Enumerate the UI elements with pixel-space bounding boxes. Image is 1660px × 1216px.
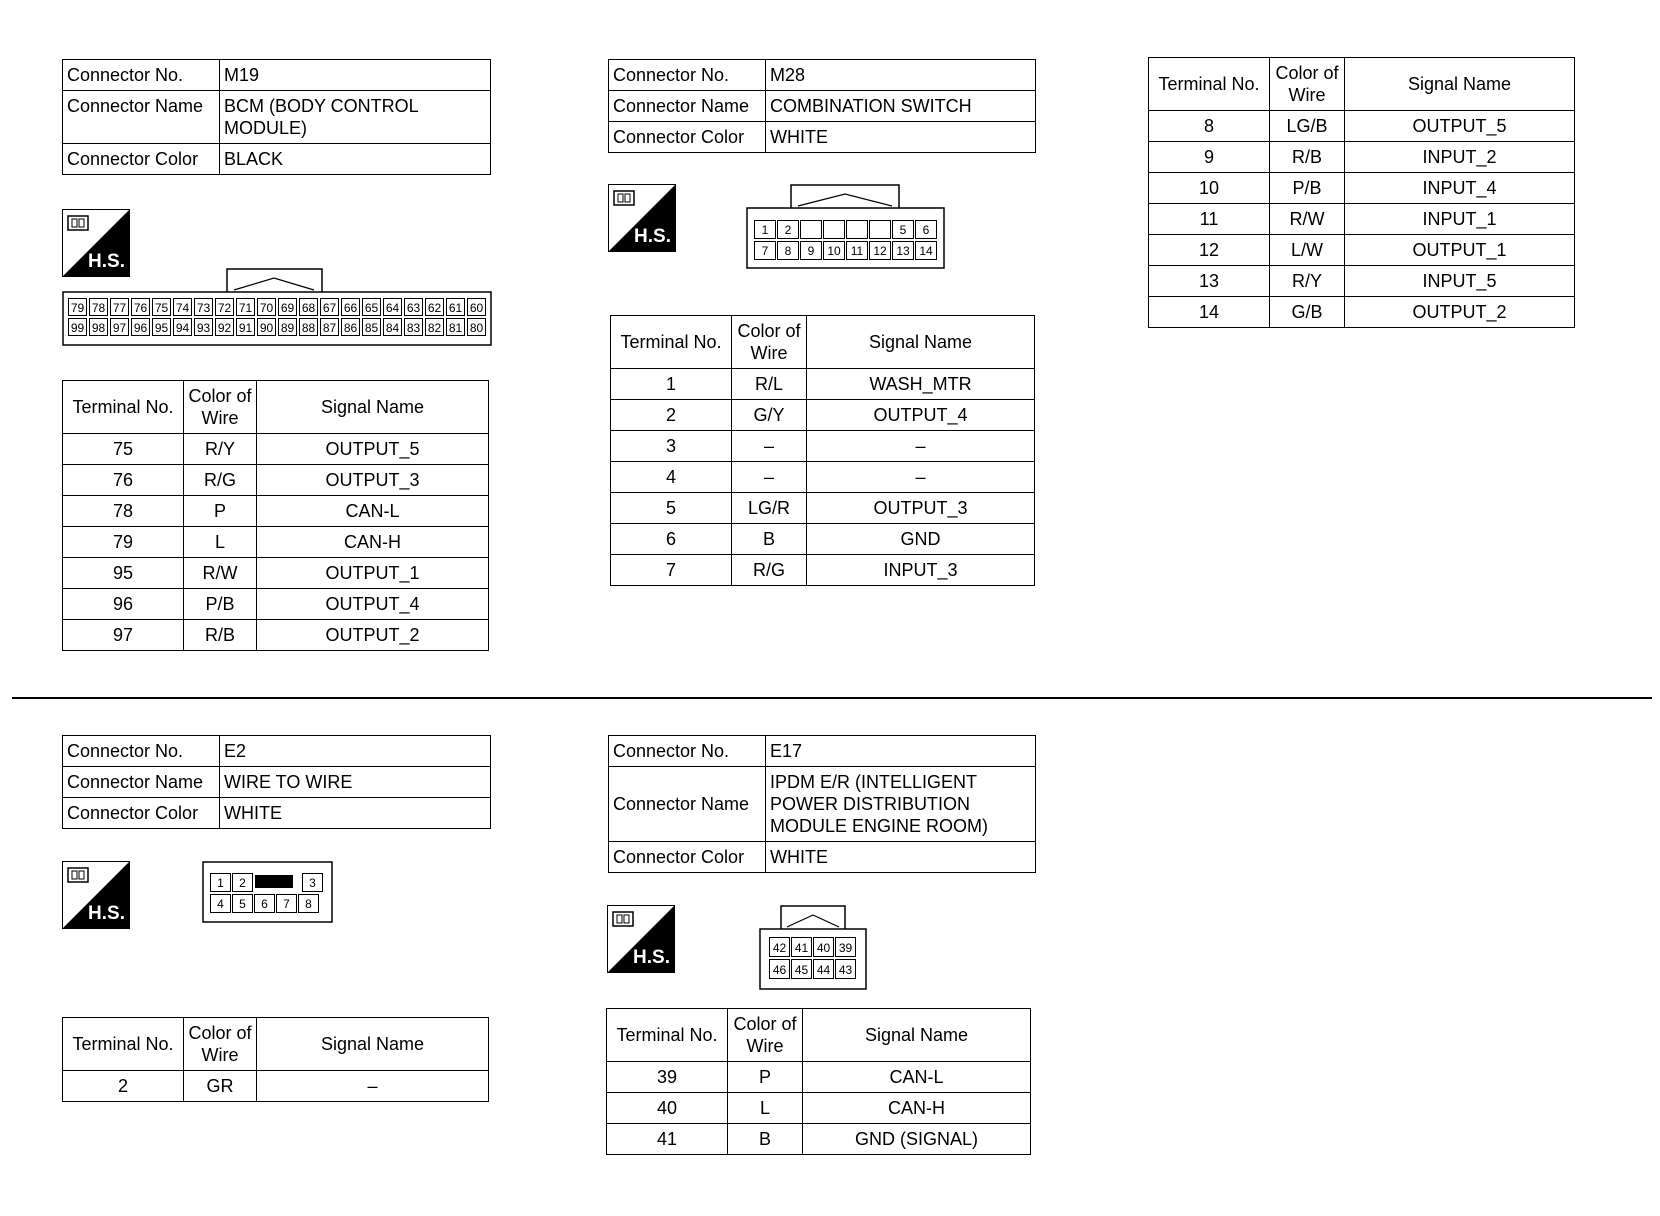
connector-no-value: E2	[220, 736, 491, 767]
pin: 70	[257, 298, 276, 316]
pin: 1	[210, 873, 231, 892]
signal-name-header: Signal Name	[257, 381, 489, 434]
pin: 94	[173, 318, 192, 336]
terminal-no-cell: 12	[1149, 235, 1270, 266]
signal-name-cell: INPUT_3	[807, 555, 1035, 586]
color-of-wire-header: Color of Wire	[184, 381, 257, 434]
signal-name-header: Signal Name	[1345, 58, 1575, 111]
terminal-no-cell: 3	[611, 431, 732, 462]
pin: 79	[68, 298, 87, 316]
e2-terminal-table	[62, 1017, 489, 1102]
terminal-no-header: Terminal No.	[607, 1009, 728, 1062]
wire-color-cell: G/Y	[732, 400, 807, 431]
harness-side-icon	[607, 905, 675, 973]
terminal-no-cell: 97	[63, 620, 184, 651]
terminal-no-header: Terminal No.	[63, 381, 184, 434]
terminal-no-cell: 2	[63, 1071, 184, 1102]
m19-connector-face-icon	[62, 268, 492, 346]
terminal-row	[63, 1071, 489, 1102]
connector-color-label: Connector Color	[609, 122, 766, 153]
signal-name-header: Signal Name	[803, 1009, 1031, 1062]
signal-name-header: Signal Name	[257, 1018, 489, 1071]
terminal-no-cell: 79	[63, 527, 184, 558]
terminal-no-cell: 8	[1149, 111, 1270, 142]
color-of-wire-header: Color of Wire	[184, 1018, 257, 1071]
harness-side-icon	[62, 861, 130, 929]
connector-name-value: IPDM E/R (INTELLIGENT POWER DISTRIBUTION MODULE ENGINE ROOM)	[766, 767, 1036, 842]
pin: 83	[404, 318, 423, 336]
terminal-no-cell: 1	[611, 369, 732, 400]
pin-cavity	[800, 220, 822, 239]
signal-name-cell: CAN-L	[257, 496, 489, 527]
hs-label: H.S.	[633, 947, 670, 968]
terminal-row	[611, 493, 1035, 524]
wire-color-cell: R/B	[184, 620, 257, 651]
connector-color-value: WHITE	[220, 798, 491, 829]
color-of-wire-header: Color of Wire	[1270, 58, 1345, 111]
connector-no-value: M19	[220, 60, 491, 91]
signal-name-cell: OUTPUT_4	[807, 400, 1035, 431]
signal-name-cell: OUTPUT_2	[1345, 297, 1575, 328]
wire-color-cell: B	[728, 1124, 803, 1155]
connector-color-label: Connector Color	[609, 842, 766, 873]
signal-name-cell: GND (SIGNAL)	[803, 1124, 1031, 1155]
pin: 64	[383, 298, 402, 316]
signal-name-cell: OUTPUT_5	[1345, 111, 1575, 142]
wire-color-cell: R/Y	[184, 434, 257, 465]
hs-label: H.S.	[88, 251, 125, 272]
terminal-row	[1149, 297, 1575, 328]
pin: 67	[320, 298, 339, 316]
terminal-row	[63, 434, 489, 465]
terminal-row	[1149, 142, 1575, 173]
connector-name-label: Connector Name	[609, 767, 766, 842]
e17-connector-face-icon	[759, 905, 867, 990]
signal-name-cell: INPUT_2	[1345, 142, 1575, 173]
signal-name-cell: CAN-H	[257, 527, 489, 558]
pin: 44	[813, 959, 834, 979]
terminal-row	[611, 400, 1035, 431]
terminal-no-cell: 11	[1149, 204, 1270, 235]
terminal-row	[1149, 173, 1575, 204]
pin: 93	[194, 318, 213, 336]
m19-connector-info	[62, 59, 491, 175]
pin: 46	[769, 959, 790, 979]
terminal-row	[63, 465, 489, 496]
wire-color-cell: G/B	[1270, 297, 1345, 328]
wire-color-cell: P/B	[1270, 173, 1345, 204]
connector-color-label: Connector Color	[63, 144, 220, 175]
terminal-no-cell: 14	[1149, 297, 1270, 328]
pin: 9	[800, 241, 822, 260]
connector-name-label: Connector Name	[609, 91, 766, 122]
signal-name-cell: OUTPUT_4	[257, 589, 489, 620]
pin-cavity	[869, 220, 891, 239]
pin: 12	[869, 241, 891, 260]
blocked-cavity	[255, 875, 293, 888]
terminal-no-cell: 40	[607, 1093, 728, 1124]
signal-name-cell: OUTPUT_3	[807, 493, 1035, 524]
pin: 10	[823, 241, 845, 260]
pin: 82	[425, 318, 444, 336]
signal-name-cell: OUTPUT_1	[257, 558, 489, 589]
terminal-row	[607, 1093, 1031, 1124]
wire-color-cell: P/B	[184, 589, 257, 620]
terminal-no-header: Terminal No.	[611, 316, 732, 369]
terminal-row	[63, 496, 489, 527]
pin: 71	[236, 298, 255, 316]
pin: 85	[362, 318, 381, 336]
pin: 81	[446, 318, 465, 336]
pin: 72	[215, 298, 234, 316]
wire-color-cell: L	[728, 1093, 803, 1124]
terminal-row	[63, 620, 489, 651]
terminal-row	[611, 462, 1035, 493]
wire-color-cell: B	[732, 524, 807, 555]
pin: 74	[173, 298, 192, 316]
wire-color-cell: P	[728, 1062, 803, 1093]
terminal-no-cell: 39	[607, 1062, 728, 1093]
m28-terminal-table	[610, 315, 1035, 586]
wire-color-cell: L	[184, 527, 257, 558]
terminal-no-cell: 13	[1149, 266, 1270, 297]
pin-cavity	[846, 220, 868, 239]
terminal-no-cell: 95	[63, 558, 184, 589]
section-divider	[12, 697, 1652, 699]
pin: 73	[194, 298, 213, 316]
pin: 80	[467, 318, 486, 336]
wire-color-cell: –	[732, 431, 807, 462]
signal-name-cell: –	[807, 431, 1035, 462]
wire-color-cell: R/L	[732, 369, 807, 400]
terminal-row	[1149, 204, 1575, 235]
terminal-no-cell: 4	[611, 462, 732, 493]
pin: 43	[835, 959, 856, 979]
wire-color-cell: LG/R	[732, 493, 807, 524]
e17-connector-info	[608, 735, 1036, 873]
pin: 6	[254, 894, 275, 913]
signal-name-cell: OUTPUT_2	[257, 620, 489, 651]
wire-color-cell: R/B	[1270, 142, 1345, 173]
pin: 40	[813, 937, 834, 957]
wire-color-cell: L/W	[1270, 235, 1345, 266]
signal-name-cell: GND	[807, 524, 1035, 555]
connector-no-value: E17	[766, 736, 1036, 767]
connector-name-label: Connector Name	[63, 91, 220, 144]
terminal-no-cell: 96	[63, 589, 184, 620]
wire-color-cell: P	[184, 496, 257, 527]
connector-no-label: Connector No.	[63, 736, 220, 767]
m28-terminal-table-continued	[1148, 57, 1575, 328]
color-of-wire-header: Color of Wire	[732, 316, 807, 369]
connector-name-value: BCM (BODY CONTROL MODULE)	[220, 91, 491, 144]
terminal-no-cell: 2	[611, 400, 732, 431]
terminal-row	[607, 1062, 1031, 1093]
signal-name-cell: CAN-L	[803, 1062, 1031, 1093]
harness-side-icon	[62, 209, 130, 277]
pin: 63	[404, 298, 423, 316]
pin: 97	[110, 318, 129, 336]
e2-connector-info	[62, 735, 491, 829]
signal-name-cell: INPUT_1	[1345, 204, 1575, 235]
terminal-no-cell: 41	[607, 1124, 728, 1155]
terminal-row	[611, 431, 1035, 462]
color-of-wire-header: Color of Wire	[728, 1009, 803, 1062]
wire-color-cell: LG/B	[1270, 111, 1345, 142]
pin: 69	[278, 298, 297, 316]
e17-terminal-table	[606, 1008, 1031, 1155]
terminal-no-cell: 5	[611, 493, 732, 524]
pin: 11	[846, 241, 868, 260]
wire-color-cell: R/G	[184, 465, 257, 496]
signal-name-cell: CAN-H	[803, 1093, 1031, 1124]
terminal-no-cell: 7	[611, 555, 732, 586]
pin: 90	[257, 318, 276, 336]
signal-name-cell: INPUT_4	[1345, 173, 1575, 204]
pin: 39	[835, 937, 856, 957]
terminal-row	[63, 558, 489, 589]
pin: 14	[915, 241, 937, 260]
terminal-row	[611, 369, 1035, 400]
terminal-row	[63, 527, 489, 558]
pin: 99	[68, 318, 87, 336]
pin: 6	[915, 220, 937, 239]
connector-no-label: Connector No.	[609, 60, 766, 91]
terminal-row	[1149, 235, 1575, 266]
pin: 2	[232, 873, 253, 892]
pin: 8	[777, 241, 799, 260]
pin: 8	[298, 894, 319, 913]
terminal-no-header: Terminal No.	[63, 1018, 184, 1071]
wire-color-cell: R/W	[184, 558, 257, 589]
terminal-no-cell: 78	[63, 496, 184, 527]
terminal-no-header: Terminal No.	[1149, 58, 1270, 111]
pin: 7	[276, 894, 297, 913]
hs-label: H.S.	[88, 903, 125, 924]
pin: 84	[383, 318, 402, 336]
signal-name-cell: –	[807, 462, 1035, 493]
connector-color-label: Connector Color	[63, 798, 220, 829]
pin: 1	[754, 220, 776, 239]
connector-color-value: BLACK	[220, 144, 491, 175]
signal-name-cell: OUTPUT_5	[257, 434, 489, 465]
terminal-row	[1149, 266, 1575, 297]
hs-label: H.S.	[634, 226, 671, 247]
terminal-row	[611, 555, 1035, 586]
pin: 76	[131, 298, 150, 316]
terminal-no-cell: 75	[63, 434, 184, 465]
signal-name-cell: OUTPUT_1	[1345, 235, 1575, 266]
pin-cavity	[823, 220, 845, 239]
pin: 62	[425, 298, 444, 316]
terminal-row	[607, 1124, 1031, 1155]
terminal-row	[1149, 111, 1575, 142]
pin: 88	[299, 318, 318, 336]
connector-no-label: Connector No.	[609, 736, 766, 767]
connector-color-value: WHITE	[766, 122, 1036, 153]
pin: 3	[302, 873, 323, 892]
terminal-no-cell: 10	[1149, 173, 1270, 204]
signal-name-cell: –	[257, 1071, 489, 1102]
pin: 92	[215, 318, 234, 336]
pin: 95	[152, 318, 171, 336]
wire-color-cell: R/Y	[1270, 266, 1345, 297]
pin: 66	[341, 298, 360, 316]
pin: 7	[754, 241, 776, 260]
m19-terminal-table	[62, 380, 489, 651]
pin: 61	[446, 298, 465, 316]
m28-connector-face-icon	[746, 184, 946, 270]
pin: 2	[777, 220, 799, 239]
connector-name-value: WIRE TO WIRE	[220, 767, 491, 798]
pin: 5	[232, 894, 253, 913]
pin: 87	[320, 318, 339, 336]
pin: 13	[892, 241, 914, 260]
pin: 96	[131, 318, 150, 336]
signal-name-cell: OUTPUT_3	[257, 465, 489, 496]
pin: 68	[299, 298, 318, 316]
pin: 98	[89, 318, 108, 336]
connector-name-value: COMBINATION SWITCH	[766, 91, 1036, 122]
pin: 86	[341, 318, 360, 336]
signal-name-cell: WASH_MTR	[807, 369, 1035, 400]
m28-connector-info	[608, 59, 1036, 153]
connector-name-label: Connector Name	[63, 767, 220, 798]
terminal-no-cell: 76	[63, 465, 184, 496]
pin: 91	[236, 318, 255, 336]
signal-name-cell: INPUT_5	[1345, 266, 1575, 297]
pin: 41	[791, 937, 812, 957]
wire-color-cell: GR	[184, 1071, 257, 1102]
wire-color-cell: R/G	[732, 555, 807, 586]
pin: 4	[210, 894, 231, 913]
terminal-row	[63, 589, 489, 620]
terminal-no-cell: 6	[611, 524, 732, 555]
pin: 77	[110, 298, 129, 316]
wire-color-cell: –	[732, 462, 807, 493]
pin: 78	[89, 298, 108, 316]
connector-no-value: M28	[766, 60, 1036, 91]
pin: 42	[769, 937, 790, 957]
pin: 5	[892, 220, 914, 239]
terminal-no-cell: 9	[1149, 142, 1270, 173]
pin: 60	[467, 298, 486, 316]
signal-name-header: Signal Name	[807, 316, 1035, 369]
terminal-row	[611, 524, 1035, 555]
pin: 89	[278, 318, 297, 336]
pin: 65	[362, 298, 381, 316]
pin: 75	[152, 298, 171, 316]
connector-color-value: WHITE	[766, 842, 1036, 873]
harness-side-icon	[608, 184, 676, 252]
pin: 45	[791, 959, 812, 979]
e2-connector-face-icon	[202, 861, 333, 923]
wire-color-cell: R/W	[1270, 204, 1345, 235]
connector-no-label: Connector No.	[63, 60, 220, 91]
